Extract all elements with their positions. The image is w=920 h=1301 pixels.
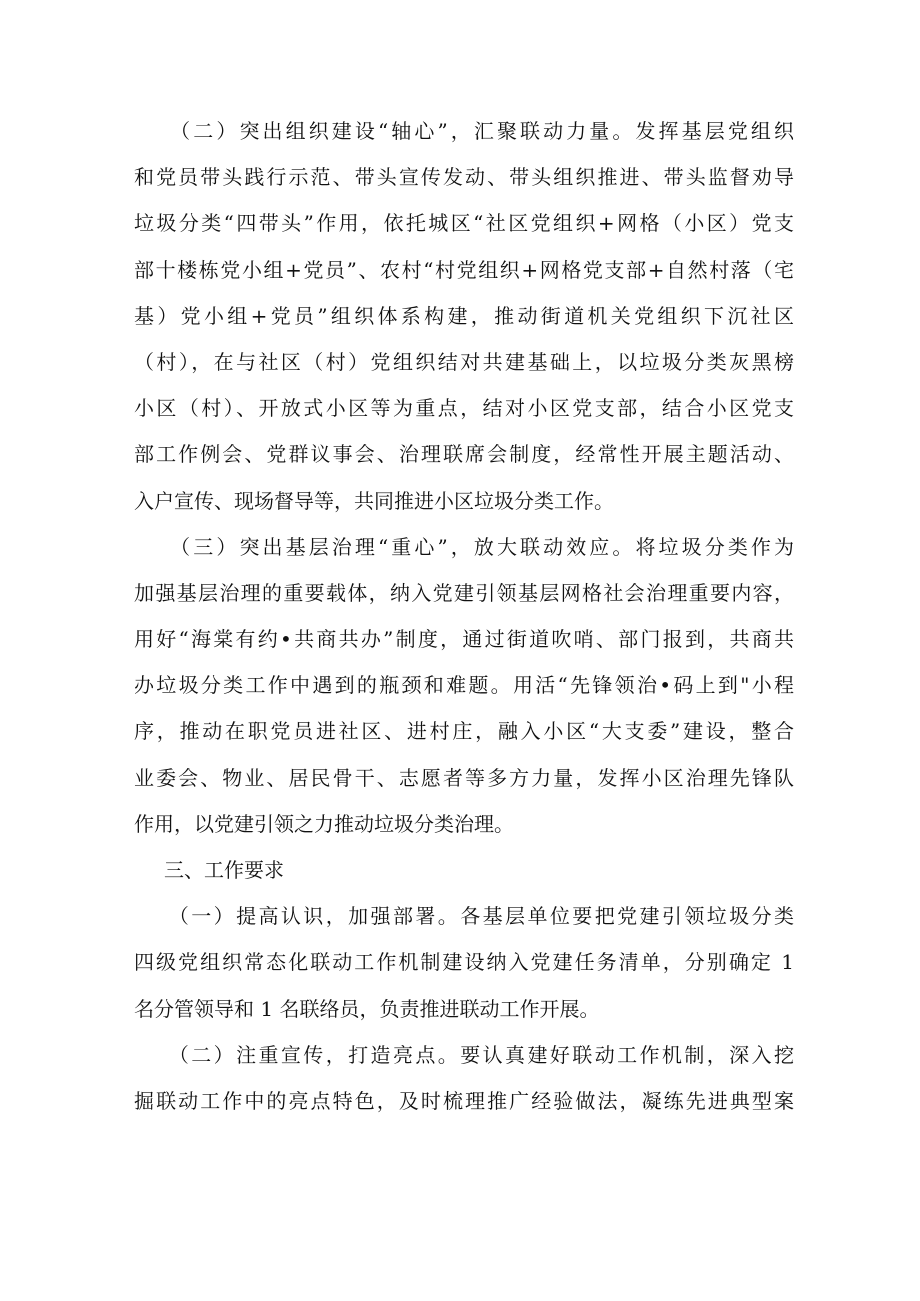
text-line: 部十楼栋党小组+党员”、农村“村党组织+网格党支部+自然村落（宅: [134, 257, 794, 282]
paragraph-publicity-highlights: [134, 1032, 794, 1124]
text-line: 小区（村）、开放式小区等为重点，结对小区党支部，结合小区党支: [134, 396, 794, 421]
text-line: 业委会、物业、居民骨干、志愿者等多方力量，发挥小区治理先锋队: [134, 765, 794, 790]
text-line: 部工作例会、党群议事会、治理联席会制度，经常性开展主题活动、: [134, 442, 794, 467]
text-line: （二）突出组织建设“轴心”，汇聚联动力量。发挥基层党组织: [134, 119, 794, 143]
text-line: 入户宣传、现场督导等，共同推进小区垃圾分类工作。: [134, 488, 614, 513]
document-body: [134, 108, 794, 1124]
text-line: 办垃圾分类工作中遇到的瓶颈和难题。用活“先锋领治•码上到"小程: [134, 673, 794, 698]
text-line: 垃圾分类“四带头”作用，依托城区“社区党组织+网格（小区）党支: [134, 211, 794, 236]
text-line: 序，推动在职党员进社区、进村庄，融入小区“大支委”建设，整合: [134, 719, 794, 744]
text-line: （一）提高认识，加强部署。各基层单位要把党建引领垃圾分类: [134, 904, 794, 929]
text-line: 作用，以党建引领之力推动垃圾分类治理。: [134, 811, 514, 836]
paragraph-governance-focus: [134, 524, 794, 847]
paragraph-organization-axis: [134, 108, 794, 524]
text-line: 用好“海棠有约•共商共办”制度，通过街道吹哨、部门报到，共商共: [134, 627, 794, 652]
paragraph-raise-awareness: [134, 893, 794, 1032]
text-line: （村），在与社区（村）党组织结对共建基础上，以垃圾分类灰黑榜: [134, 349, 794, 374]
text-line: 和党员带头践行示范、带头宣传发动、带头组织推进、带头监督劝导: [134, 165, 794, 190]
section-heading-work-requirements: [134, 847, 794, 893]
text-line: 掘联动工作中的亮点特色，及时梳理推广经验做法，凝练先进典型案: [134, 1088, 794, 1113]
text-line: 四级党组织常态化联动工作机制建设纳入党建任务清单，分别确定 1: [134, 950, 794, 975]
text-line: （二）注重宣传，打造亮点。要认真建好联动工作机制，深入挖: [134, 1042, 794, 1067]
text-line: （三）突出基层治理“重心”，放大联动效应。将垃圾分类作为: [134, 534, 794, 559]
text-line: 基）党小组+党员”组织体系构建，推动街道机关党组织下沉社区: [134, 303, 794, 328]
text-line: 加强基层治理的重要载体，纳入党建引领基层网格社会治理重要内容，: [134, 580, 794, 605]
section-heading: 三、工作要求: [164, 858, 284, 882]
text-line: 名分管领导和 1 名联络员，负责推进联动工作开展。: [134, 996, 600, 1021]
